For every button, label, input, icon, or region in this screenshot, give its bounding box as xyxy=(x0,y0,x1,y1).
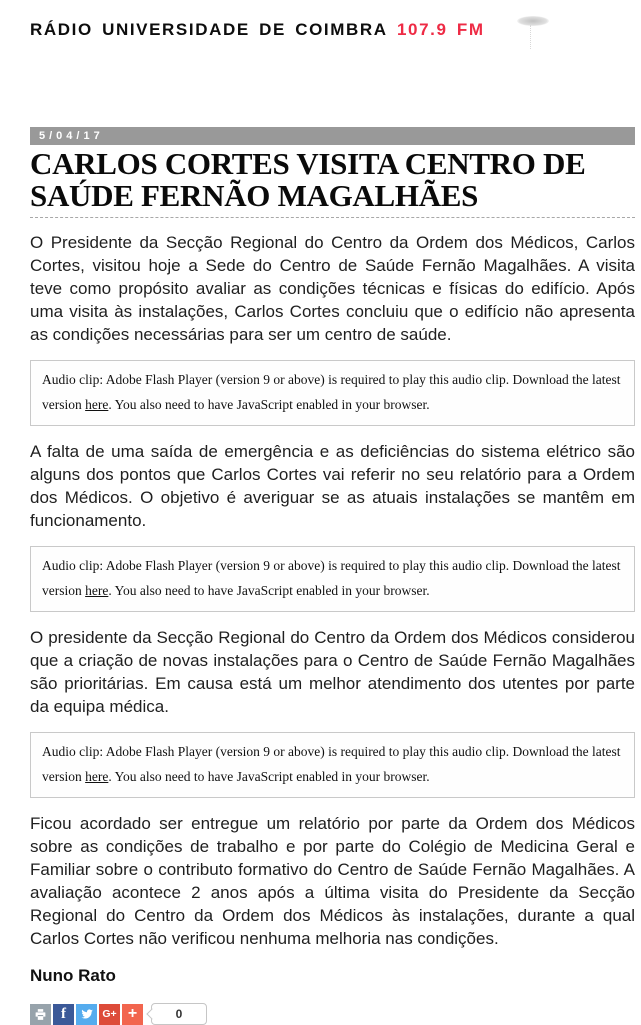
facebook-share-button[interactable] xyxy=(53,1004,74,1025)
plus-icon: + xyxy=(127,1005,138,1022)
decoration-blob-icon xyxy=(517,16,549,26)
audio-clip-notice-3 xyxy=(30,732,635,798)
printer-icon xyxy=(34,1008,47,1021)
article-headline: CARLOS CORTES VISITA CENTRO DE SAÚDE FERNÃO MAGALHÃES xyxy=(30,148,635,218)
audio-notice-text: Audio clip: Adobe Flash Player (version 9 or above) is required to play this audio clip. Download the latest version xyxy=(42,372,621,412)
audio-clip-notice-2 xyxy=(30,546,635,612)
download-here-link[interactable]: here xyxy=(85,583,109,598)
share-count-bubble: 0 xyxy=(151,1003,207,1025)
audio-notice-text: . You also need to have JavaScript enabled in your browser. xyxy=(108,769,430,784)
twitter-share-button[interactable] xyxy=(76,1004,97,1025)
article-date: 5/04/17 xyxy=(39,130,104,142)
station-frequency: 107.9 FM xyxy=(396,20,485,39)
page-top-decoration xyxy=(513,20,553,50)
article-date-bar xyxy=(30,127,635,145)
article-author: Nuno Rato xyxy=(30,966,116,985)
article-paragraph-4: Ficou acordado ser entregue um relatório por parte da Ordem dos Médicos sobre as condições de trabalho e por parte do Colégio de Medicina Geral e Familiar sobre o contributo formativo do Centro de Saúde Fernão Magalhães. A avaliação acontece 2 anos após a última visita do Presidente da Secção Regional do Centro da Ordem dos Médicos às instalações, durante a qual Carlos Cortes não verificou nenhuma melhoria nas condições. xyxy=(30,814,635,948)
download-here-link[interactable]: here xyxy=(85,769,109,784)
audio-notice-text: Audio clip: Adobe Flash Player (version 9 or above) is required to play this audio clip. Download the latest version xyxy=(42,744,621,784)
facebook-icon: f xyxy=(61,1005,66,1022)
article xyxy=(30,127,635,1025)
audio-notice-text: . You also need to have JavaScript enabled in your browser. xyxy=(108,397,430,412)
google-plus-icon: G+ xyxy=(102,1008,117,1020)
download-here-link[interactable]: here xyxy=(85,397,109,412)
twitter-bird-icon xyxy=(80,1007,94,1021)
share-bar xyxy=(30,1003,635,1025)
addthis-share-button[interactable] xyxy=(122,1004,143,1025)
audio-clip-notice-1 xyxy=(30,360,635,426)
station-name: RÁDIO UNIVERSIDADE DE COIMBRA xyxy=(30,20,388,39)
page xyxy=(0,20,641,1022)
article-paragraph-1: O Presidente da Secção Regional do Centro da Ordem dos Médicos, Carlos Cortes, visitou hoje a Sede do Centro de Saúde Fernão Magalhães. A visita teve como propósito avaliar as condições técnicas e físicas do edifício. Após uma visita às instalações, Carlos Cortes concluiu que o edifício não apresenta as condições necessárias para ser um centro de saúde. xyxy=(30,233,635,344)
article-paragraph-3: O presidente da Secção Regional do Centro da Ordem dos Médicos considerou que a criação de novas instalações para o Centro de Saúde Fernão Magalhães são prioritárias. Em causa está um melhor atendimento dos utentes por parte da equipa médica. xyxy=(30,628,635,716)
audio-notice-text: . You also need to have JavaScript enabled in your browser. xyxy=(108,583,430,598)
decoration-dotted-line xyxy=(530,25,531,49)
article-paragraph-2: A falta de uma saída de emergência e as deficiências do sistema elétrico são alguns dos pontos que Carlos Cortes vai referir no seu relatório para a Ordem dos Médicos. O objetivo é averiguar se as atuais instalações se mantêm em funcionamento. xyxy=(30,442,635,530)
google-plus-share-button[interactable] xyxy=(99,1004,120,1025)
print-button[interactable] xyxy=(30,1004,51,1025)
audio-notice-text: Audio clip: Adobe Flash Player (version 9 or above) is required to play this audio clip. Download the latest version xyxy=(42,558,621,598)
